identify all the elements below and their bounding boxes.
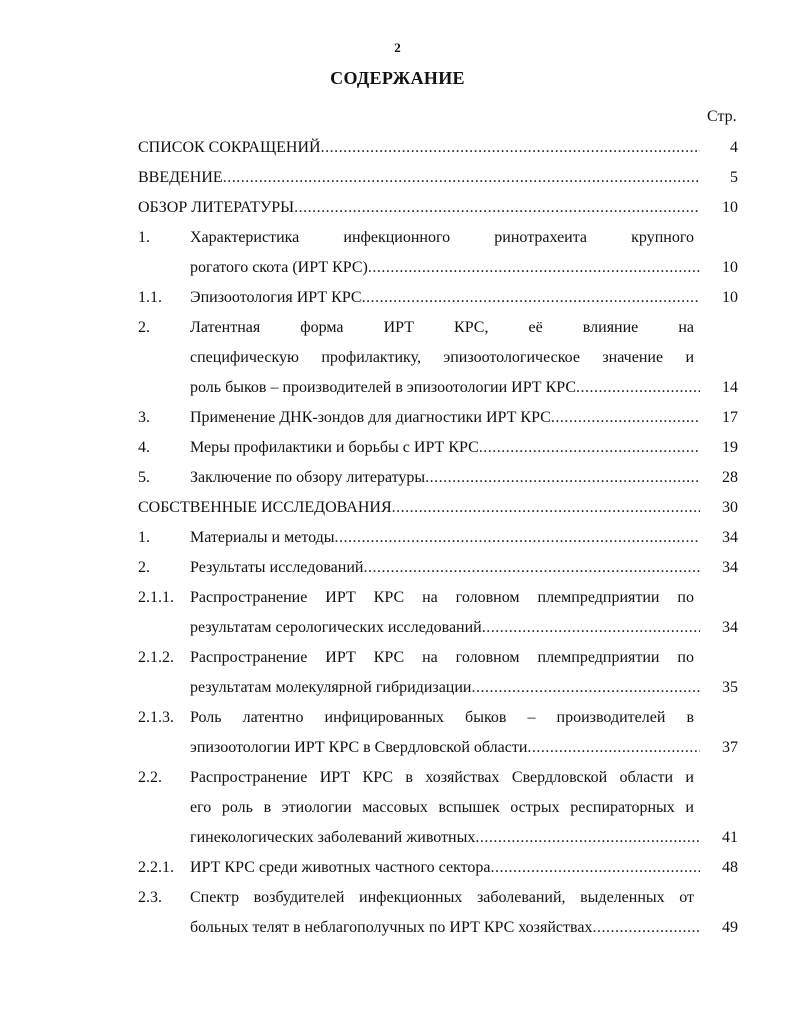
- toc-entry-number: 1.: [138, 529, 150, 546]
- toc-entry-title: эпизоотологии ИРТ КРС в Свердловской области: [190, 739, 528, 756]
- dot-leader: [335, 525, 700, 551]
- toc-entry-title: СОБСТВЕННЫЕ ИССЛЕДОВАНИЯ: [138, 499, 392, 516]
- dot-leader: [362, 285, 700, 311]
- toc-entry-page: 35: [722, 679, 738, 696]
- toc-entry-title: Материалы и методы: [190, 529, 335, 546]
- toc-entry-line: [138, 135, 738, 161]
- dot-leader: [576, 375, 700, 401]
- toc-entry-line: [138, 795, 738, 821]
- toc-entry-title: ИРТ КРС среди животных частного сектора: [190, 859, 491, 876]
- toc-entry-line: [138, 885, 738, 911]
- dot-leader: [392, 495, 700, 521]
- toc-entry-title: больных телят в неблагополучных по ИРТ КРС хозяйствах: [190, 919, 593, 936]
- toc-entry-line: [138, 255, 738, 281]
- toc-entry-line: [138, 765, 738, 791]
- toc-entry-title: Заключение по обзору литературы: [190, 469, 426, 486]
- toc-entry-page: 49: [722, 919, 738, 936]
- toc-entry-title: его роль в этиологии массовых вспышек острых респираторных и: [190, 799, 694, 816]
- page-number: 2: [394, 40, 401, 55]
- toc-entry-line: [138, 435, 738, 461]
- toc-entry-line: [138, 735, 738, 761]
- toc-entry-line: [138, 165, 738, 191]
- toc-entry-line: [138, 705, 738, 731]
- toc-entry-title: ВВЕДЕНИЕ: [138, 169, 223, 186]
- toc-entry-page: 10: [722, 289, 738, 306]
- dot-leader: [363, 555, 700, 581]
- dot-leader: [592, 915, 700, 941]
- toc-entry-page: 41: [722, 829, 738, 846]
- toc-entry-line: [138, 675, 738, 701]
- toc-entry-title: Эпизоотология ИРТ КРС: [190, 289, 362, 306]
- toc-entry-title: Применение ДНК-зондов для диагностики ИРТ КРС: [190, 409, 551, 426]
- toc-entry-title: гинекологических заболеваний животных: [190, 829, 476, 846]
- toc-entry-line: [138, 585, 738, 611]
- dot-leader: [479, 435, 700, 461]
- toc-entry-line: [138, 405, 738, 431]
- toc-entry-page: 28: [722, 469, 738, 486]
- dot-leader: [472, 675, 701, 701]
- toc-entry-page: 30: [722, 499, 738, 516]
- toc-entry-title: ОБЗОР ЛИТЕРАТУРЫ: [138, 199, 295, 216]
- toc-entry-title: Спектр возбудителей инфекционных заболеваний, выделенных от: [190, 889, 694, 906]
- toc-entry-page: 4: [730, 139, 738, 156]
- toc-entry-line: [138, 855, 738, 881]
- toc-entry-page: 10: [722, 259, 738, 276]
- toc-entry-page: 48: [722, 859, 738, 876]
- dot-leader: [321, 135, 700, 161]
- toc-entry-line: [138, 645, 738, 671]
- toc-entry-number: 4.: [138, 439, 150, 456]
- toc-entry-page: 5: [730, 169, 738, 186]
- toc-entry-line: [138, 615, 738, 641]
- toc-entry-line: [138, 345, 738, 371]
- toc-entry-line: [138, 555, 738, 581]
- toc-entry-line: [138, 495, 738, 521]
- toc-entry-line: [138, 225, 738, 251]
- toc-entry-title: СПИСОК СОКРАЩЕНИЙ: [138, 139, 321, 156]
- toc-entry-page: 10: [722, 199, 738, 216]
- toc-entry-line: [138, 315, 738, 341]
- toc-entry-line: [138, 195, 738, 221]
- toc-entry-number: 1.1.: [138, 289, 162, 306]
- toc-entry-page: 37: [722, 739, 738, 756]
- toc-entry-title: Латентная форма ИРТ КРС, её влияние на: [190, 319, 694, 336]
- toc-entry-line: [138, 825, 738, 851]
- toc-entry-line: [138, 285, 738, 311]
- toc-entry-title: роль быков – производителей в эпизоотологии ИРТ КРС: [190, 379, 577, 396]
- toc-entry-title: Распространение ИРТ КРС на головном племпредприятии по: [190, 589, 694, 606]
- toc-entry-page: 19: [722, 439, 738, 456]
- toc-entry-line: [138, 525, 738, 551]
- toc-entry-number: 2.2.: [138, 769, 162, 786]
- dot-leader: [368, 255, 700, 281]
- dot-leader: [294, 195, 700, 221]
- toc-entry-line: [138, 465, 738, 491]
- toc-entry-line: [138, 375, 738, 401]
- toc-entry-title: Меры профилактики и борьбы с ИРТ КРС: [190, 439, 479, 456]
- dot-leader: [475, 825, 700, 851]
- toc-entry-number: 5.: [138, 469, 150, 486]
- toc-entry-number: 2.: [138, 319, 150, 336]
- toc-entry-line: [138, 915, 738, 941]
- toc-entry-page: 14: [722, 379, 738, 396]
- toc-entry-page: 34: [722, 529, 738, 546]
- toc-entry-title: Характеристика инфекционного ринотрахеита крупного: [190, 229, 694, 246]
- dot-leader: [491, 855, 700, 881]
- toc-entry-title: Распространение ИРТ КРС в хозяйствах Свердловской области и: [190, 769, 694, 786]
- toc-entry-page: 34: [722, 559, 738, 576]
- toc-entry-number: 2.1.1.: [138, 589, 174, 606]
- dot-leader: [223, 165, 700, 191]
- toc-entry-page: 17: [722, 409, 738, 426]
- dot-leader: [482, 615, 700, 641]
- toc-entry-page: 34: [722, 619, 738, 636]
- toc-entry-title: Роль латентно инфицированных быков – производителей в: [190, 709, 694, 726]
- toc-entry-title: результатам серологических исследований: [190, 619, 482, 636]
- toc-entry-title: рогатого скота (ИРТ КРС): [190, 259, 368, 276]
- toc-entry-title: Распространение ИРТ КРС на головном племпредприятии по: [190, 649, 694, 666]
- page-column-label: Стр.: [707, 108, 737, 125]
- dot-leader: [527, 735, 700, 761]
- toc-entry-number: 1.: [138, 229, 150, 246]
- toc-entry-title: результатам молекулярной гибридизации: [190, 679, 472, 696]
- toc-entry-number: 2.3.: [138, 889, 162, 906]
- toc-entry-number: 2.: [138, 559, 150, 576]
- toc-entry-number: 3.: [138, 409, 150, 426]
- toc-entry-number: 2.2.1.: [138, 859, 174, 876]
- toc-entry-number: 2.1.3.: [138, 709, 174, 726]
- dot-leader: [551, 405, 700, 431]
- page-title: СОДЕРЖАНИЕ: [330, 68, 465, 88]
- toc-entry-title: специфическую профилактику, эпизоотологическое значение и: [190, 349, 694, 366]
- toc-entry-number: 2.1.2.: [138, 649, 174, 666]
- dot-leader: [425, 465, 700, 491]
- toc-entry-title: Результаты исследований: [190, 559, 364, 576]
